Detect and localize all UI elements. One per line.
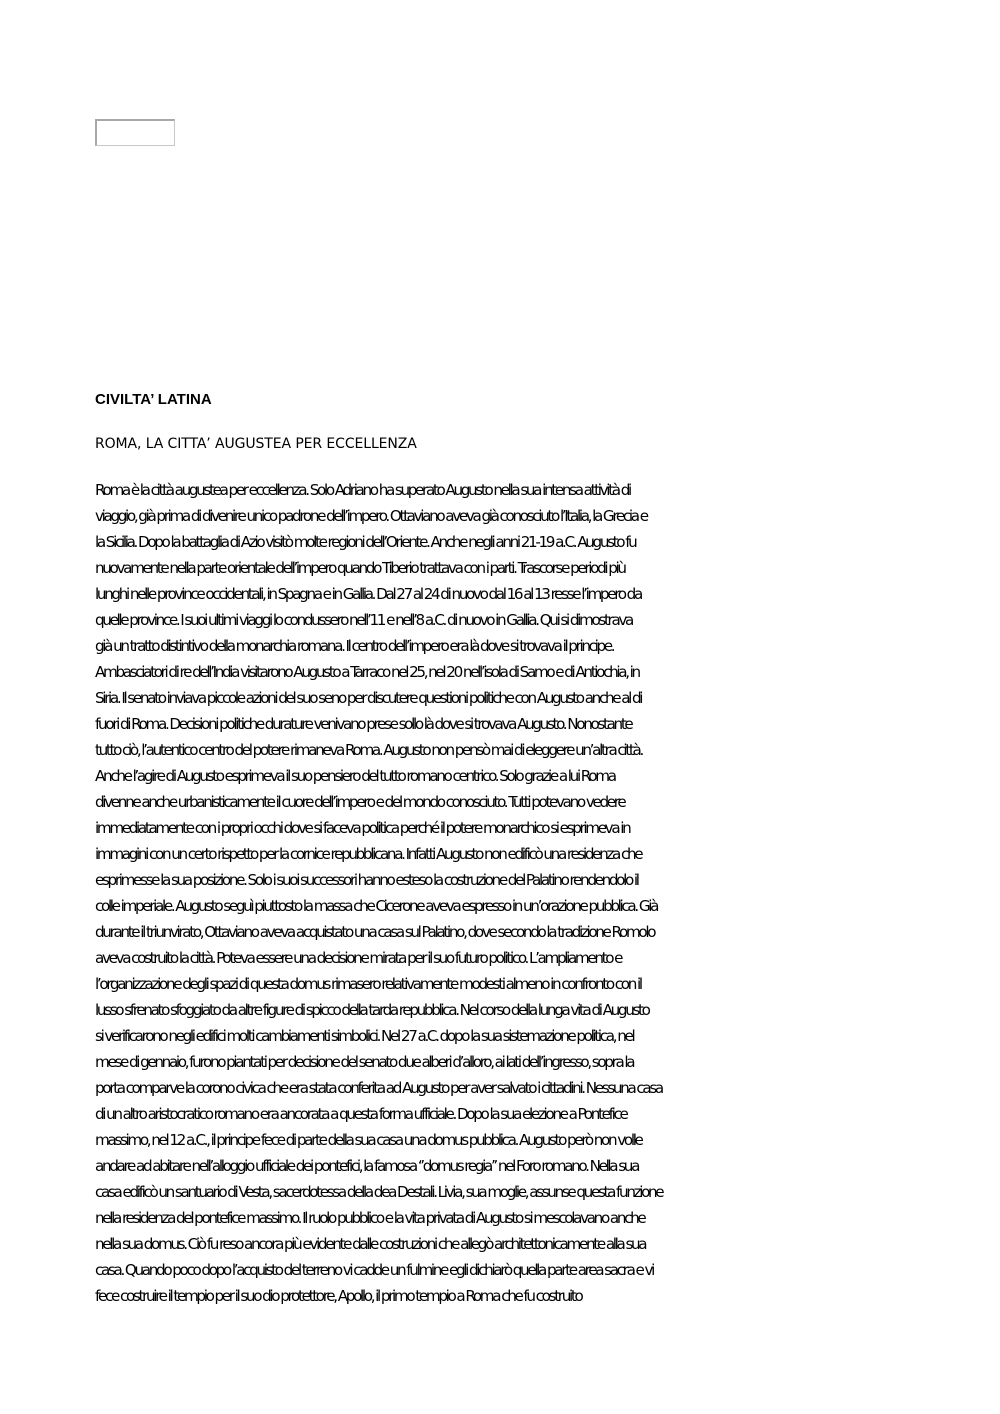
- paragraph-line: Roma è la città augustea per eccellenza. Solo Adriano ha superato Augusto nella sua intensa attività di: [95, 481, 630, 499]
- paragraph-line: immediatamente con i propri occhi dove si faceva politica perché il potere monarchico si esprimeva in: [95, 819, 630, 837]
- paragraph-line: durante il triunvirato, Ottaviano aveva acquistato una casa sul Palatino, dove secondo la tradizione Romolo: [95, 923, 655, 941]
- paragraph-line: la Sicilia. Dopo la battaglia di Azio visitò molte regioni dell’Oriente. Anche negli anni 21-19 a.C. Augusto fu: [95, 533, 636, 551]
- empty-frame-box: [95, 119, 175, 146]
- paragraph-line: quelle province. I suoi ultimi viaggi lo condussero nell’11 e nell’8 a.C. di nuovo in Gallia. Qui si dimostrava: [95, 611, 632, 629]
- paragraph-line: fuori di Roma. Decisioni politiche durature venivano prese sollo là dove si trovava Augusto. Nonostante: [95, 715, 632, 733]
- paragraph-line: Anche l’agire di Augusto esprimeva il suo pensiero del tutto romano centrico. Solo grazie a lui Roma: [95, 767, 615, 785]
- paragraph-line: massimo, nel 12 a.C., il principe fece di parte della sua casa una domus pubblica. Augusto però non volle: [95, 1131, 642, 1149]
- paragraph-line: nuovamente nella parte orientale dell’impero quando Tiberio trattava con i parti. Trascorse periodi più: [95, 559, 625, 577]
- paragraph-line: aveva costruito la città. Poteva essere una decisione mirata per il suo futuro politico. L’ampliamento e: [95, 949, 622, 967]
- paragraph-line: immagini con un certo rispetto per la cornice repubblicana. Infatti Augusto non edificò una residenza che: [95, 845, 642, 863]
- paragraph-line: viaggio, già prima di divenire unico padrone dell’impero. Ottaviano aveva già conosciuto l’Italia, la Grecia e: [95, 507, 647, 525]
- paragraph-line: lunghi nelle province occidentali, in Spagna e in Gallia. Dal 27 al 24 di nuovo dal 16 al 13 resse l’impero da: [95, 585, 641, 603]
- paragraph-line: casa edificò un santuario di Vesta, sacerdotessa della dea Destali. Livia, sua moglie, assunse questa funzione: [95, 1183, 663, 1201]
- paragraph-line: tutto ciò, l’autentico centro del potere rimaneva Roma. Augusto non pensò mai di eleggere un’altra città.: [95, 741, 642, 759]
- document-subtitle: ROMA, LA CITTA’ AUGUSTEA PER ECCELLENZA: [95, 436, 417, 452]
- document-title: CIVILTA’ LATINA: [95, 391, 212, 408]
- paragraph-line: mese di gennaio, furono piantati per decisione del senato due alberi d’alloro, ai lati dell’ingresso, sopra la: [95, 1053, 634, 1071]
- paragraph-line: fece costruire il tempio per il suo dio protettore, Apollo, il primo tempio a Roma che fu costruito: [95, 1287, 582, 1305]
- paragraph-line: divenne anche urbanisticamente il cuore dell’impero e del mondo conosciuto. Tutti potevano vedere: [95, 793, 625, 811]
- paragraph-line: già un tratto distintivo della monarchia romana. Il centro dell’impero era là dove si trovava il principe.: [95, 637, 614, 655]
- paragraph-line: colle imperiale. Augusto seguì piuttosto la massa che Cicerone aveva espresso in un’orazione pubblica. Già: [95, 897, 658, 915]
- paragraph-line: si verificarono negli edifici molti cambiamenti simbolici. Nel 27 a.C. dopo la sua sistemazione politica, nel: [95, 1027, 634, 1045]
- paragraph-line: nella sua domus. Ciò fu reso ancora più evidente dalle costruzioni che allegò architettonicamente alla sua: [95, 1235, 646, 1253]
- paragraph-line: esprimesse la sua posizione. Solo i suoi successori hanno esteso la costruzione del Palatino rendendolo il: [95, 871, 638, 889]
- paragraph-line: Ambasciatori di re dell’India visitarono Augusto a Tarraco nel 25, nel 20 nell’isola di Samo e di Antiochia, in: [95, 663, 639, 681]
- paragraph-line: lusso sfrenato sfoggiato da altre figure di spicco della tarda repubblica. Nel corso della lunga vita di Augusto: [95, 1001, 649, 1019]
- body-paragraph: [95, 477, 915, 1309]
- paragraph-line: Siria. Il senato inviava piccole azioni del suo seno per discutere questioni politiche con Augusto anche al di: [95, 689, 642, 707]
- paragraph-line: di un altro aristocratico romano era ancorata a questa forma ufficiale. Dopo la sua elezione a Pontefice: [95, 1105, 627, 1123]
- paragraph-line: porta comparve la corono civica che era stata conferita ad Augusto per aver salvato i cittadini. Nessuna casa: [95, 1079, 662, 1097]
- paragraph-line: nella residenza del pontefice massimo. Il ruolo pubblico e la vita privata di Augusto si mescolavano anche: [95, 1209, 645, 1227]
- paragraph-line: l’organizzazione degli spazi di questa domus rimasero relativamente modesti almeno in confronto con il: [95, 975, 641, 993]
- paragraph-line: andare ad abitare nell’alloggio ufficiale dei pontefici, la famosa ‘’domus regia’’ nel Foro romano. Nella sua: [95, 1157, 639, 1175]
- paragraph-line: casa. Quando poco dopo l’acquisto del terreno vi cadde un fulmine egli dichiarò quella parte area sacra e vi: [95, 1261, 653, 1279]
